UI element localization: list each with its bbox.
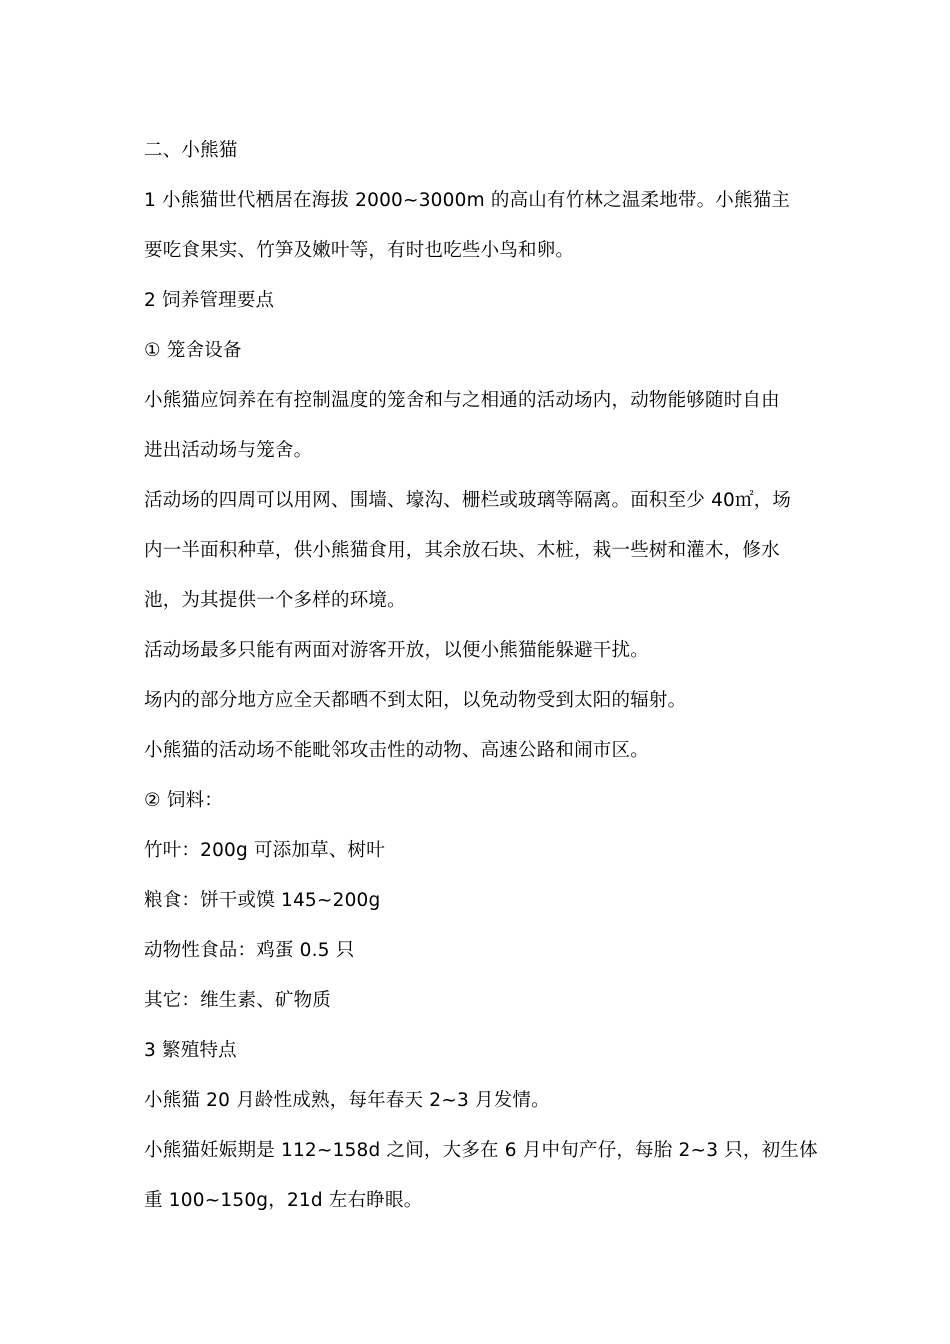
- paragraph-line: 小熊猫 20 月龄性成熟，每年春天 2~3 月发情。: [144, 1090, 550, 1111]
- paragraph-line: 小熊猫妊娠期是 112~158d 之间，大多在 6 月中旬产仔，每胎 2~3 只，初生体: [144, 1140, 818, 1161]
- feed-item: 其它：维生素、矿物质: [144, 990, 332, 1011]
- paragraph-line: 小熊猫应饲养在有控制温度的笼舍和与之相通的活动场内，动物能够随时自由: [144, 390, 780, 411]
- feed-item: 动物性食品：鸡蛋 0.5 只: [144, 940, 355, 961]
- document-body: [144, 136, 818, 1236]
- item-heading: ① 笼舍设备: [144, 340, 242, 361]
- feed-item: 竹叶：200g 可添加草、树叶: [144, 840, 385, 861]
- paragraph-line: 重 100~150g，21d 左右睁眼。: [144, 1190, 423, 1211]
- paragraph-line: 内一半面积种草，供小熊猫食用，其余放石块、木桩，栽一些树和灌木，修水: [144, 540, 780, 561]
- paragraph-line: 要吃食果实、竹笋及嫩叶等，有时也吃些小鸟和卵。: [144, 240, 575, 261]
- paragraph-line: 池，为其提供一个多样的环境。: [144, 590, 406, 611]
- item-heading: ② 饲料：: [144, 790, 223, 811]
- paragraph-line: 场内的部分地方应全天都晒不到太阳，以免动物受到太阳的辐射。: [144, 690, 687, 711]
- paragraph-line: 活动场最多只能有两面对游客开放，以便小熊猫能躲避干扰。: [144, 640, 649, 661]
- feed-item: 粮食：饼干或馍 145~200g: [144, 890, 381, 911]
- subsection-heading: 3 繁殖特点: [144, 1040, 237, 1061]
- paragraph-line: 进出活动场与笼舍。: [144, 440, 313, 461]
- paragraph-line: 小熊猫的活动场不能毗邻攻击性的动物、高速公路和闹市区。: [144, 740, 649, 761]
- paragraph-line: 1 小熊猫世代栖居在海拔 2000~3000m 的高山有竹林之温柔地带。小熊猫主: [144, 190, 791, 211]
- paragraph-line: 活动场的四周可以用网、围墙、壕沟、栅栏或玻璃等隔离。面积至少 40㎡，场: [144, 490, 792, 511]
- subsection-heading: 2 饲养管理要点: [144, 290, 275, 311]
- section-heading: 二、小熊猫: [144, 140, 238, 161]
